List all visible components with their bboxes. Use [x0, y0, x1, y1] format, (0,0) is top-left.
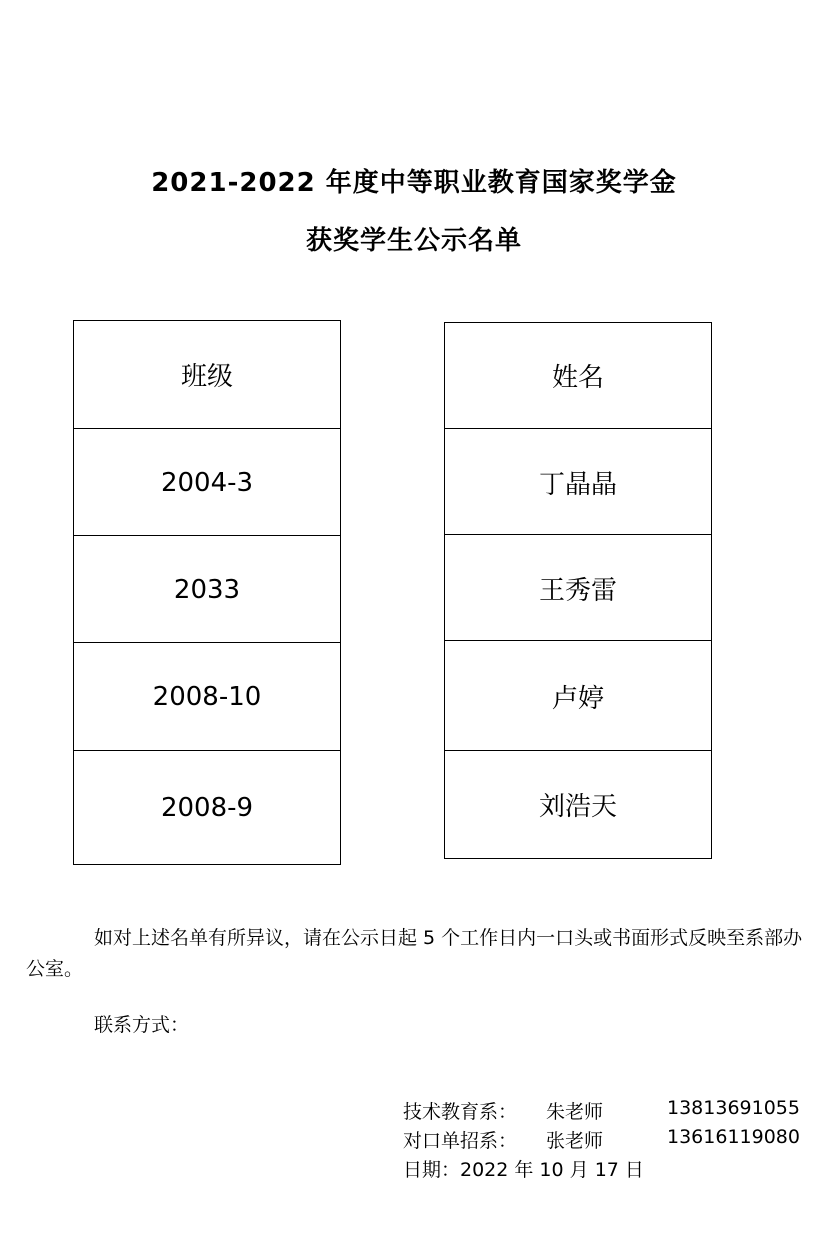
contact-line — [403, 1097, 823, 1125]
class-header: 班级 — [180, 362, 233, 392]
class-table — [73, 320, 341, 865]
contact-label: 联系方式： — [94, 1014, 190, 1036]
contact-line — [403, 1126, 823, 1154]
document-title: 2021-2022 年度中等职业教育国家奖学金 — [151, 168, 677, 198]
contact-teacher: 张老师 — [546, 1130, 604, 1152]
name-cell: 王秀雷 — [445, 534, 711, 641]
notice-paragraph: 如对上述名单有所异议，请在公示日起 5 个工作日内一口头或书面形式反映至系部办公室。 — [26, 927, 803, 980]
class-cell: 2008-9 — [74, 750, 340, 864]
document-subtitle: 获奖学生公示名单 — [305, 226, 522, 256]
name-cell: 卢婷 — [445, 640, 711, 751]
name-cell: 丁晶晶 — [445, 428, 711, 535]
contact-department: 对口单招系： — [403, 1130, 518, 1152]
class-cell: 2033 — [74, 535, 340, 643]
name-table — [444, 322, 712, 859]
document-date: 日期：2022 年 10 月 17 日 — [403, 1159, 644, 1181]
contact-teacher: 朱老师 — [546, 1101, 604, 1123]
contact-phone: 13616119080 — [667, 1126, 800, 1148]
contact-department: 技术教育系： — [403, 1101, 518, 1123]
date-line — [403, 1155, 823, 1183]
class-cell: 2008-10 — [74, 642, 340, 751]
name-header: 姓名 — [551, 363, 604, 393]
contact-phone: 13813691055 — [667, 1097, 800, 1119]
name-cell: 刘浩天 — [445, 750, 711, 858]
class-cell: 2004-3 — [74, 428, 340, 536]
